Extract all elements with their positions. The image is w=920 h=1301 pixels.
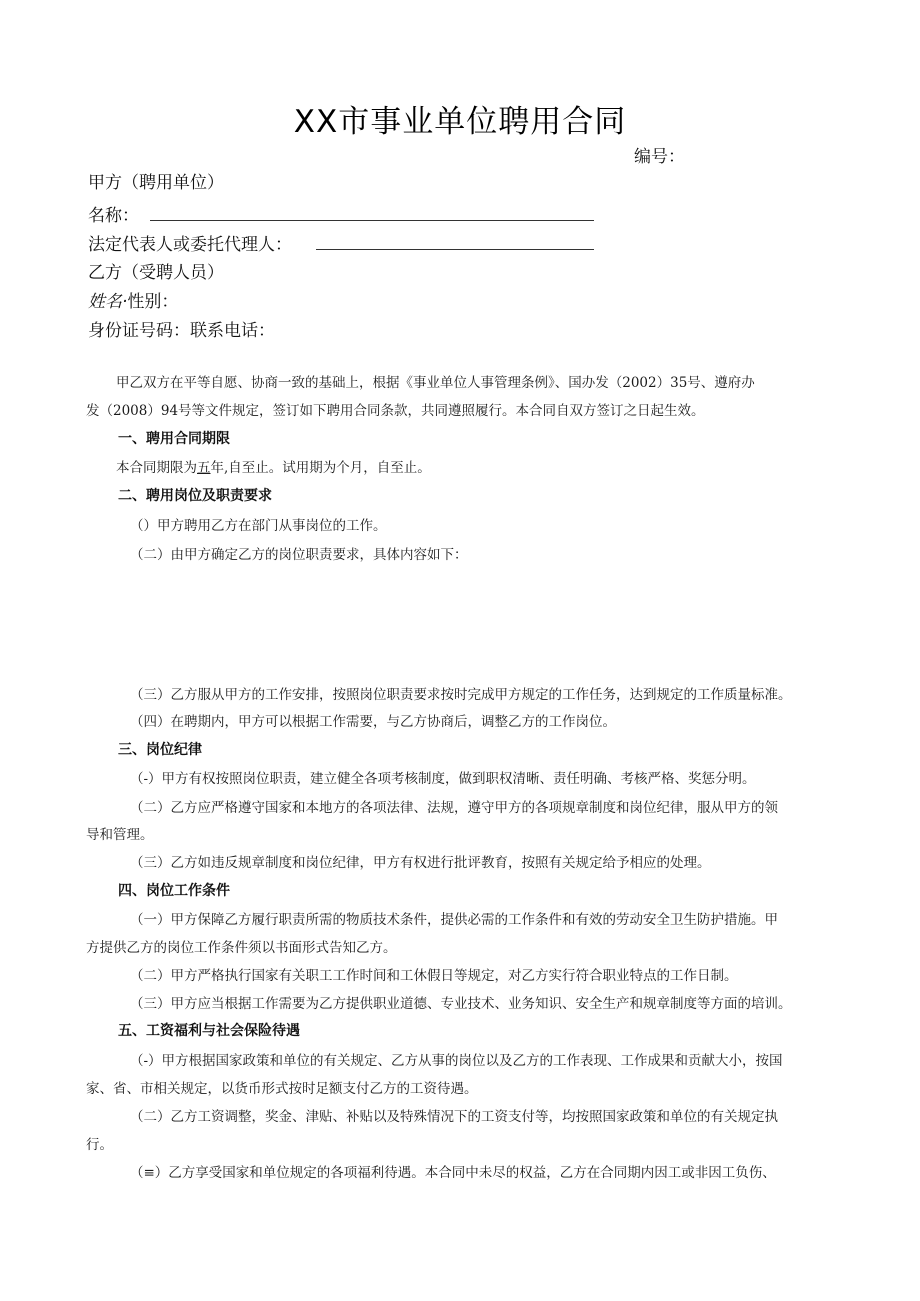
- section-4-heading: 四、岗位工作条件: [118, 883, 230, 899]
- section-1-heading: 一、聘用合同期限: [118, 431, 230, 447]
- section-4-item-2: （二）甲方严格执行国家有关职工工作时间和工休假日等规定，对乙方实行符合职业特点的工作日制。: [130, 968, 738, 984]
- section-2-item-2: （二）由甲方确定乙方的岗位职责要求，具体内容如下：: [130, 547, 468, 563]
- section-2-item-1: （）甲方聘用乙方在部门从事岗位的工作。: [130, 518, 387, 534]
- section-3-item-2-line-2: 导和管理。: [86, 827, 154, 843]
- party-a-heading: 甲方（聘用单位）: [88, 173, 224, 193]
- term-value: 五: [197, 460, 211, 476]
- term-text-before: 本合同期限为: [116, 460, 197, 476]
- name-label: 名称：: [88, 206, 139, 226]
- name-gender-prefix: 姓名: [88, 292, 122, 312]
- section-1-term-line: [116, 454, 876, 482]
- section-5-item-1-line-2: 家、省、市相关规定，以货币形式按时足额支付乙方的工资待遇。: [86, 1081, 478, 1097]
- section-2-item-3: （三）乙方服从甲方的工作安排，按照岗位职责要求按时完成甲方规定的工作任务，达到规定的工作质量标准。: [130, 687, 792, 703]
- legal-rep-blank-line[interactable]: [316, 249, 594, 250]
- section-2-item-4: （四）在聘期内，甲方可以根据工作需要，与乙方协商后，调整乙方的工作岗位。: [130, 714, 616, 730]
- legal-rep-label: 法定代表人或委托代理人：: [88, 235, 292, 255]
- section-5-heading: 五、工资福利与社会保险待遇: [118, 1023, 300, 1039]
- document-title: XX市事业单位聘用合同: [293, 104, 627, 140]
- name-blank-line[interactable]: [150, 220, 594, 221]
- preamble-line-1: 甲乙双方在平等自愿、协商一致的基础上，根据《事业单位人事管理条例》、国办发（2002）35号、遵府办: [116, 375, 755, 391]
- name-gender-mark: ·: [122, 292, 128, 312]
- preamble-line-2: 发（2008）94号等文件规定，签订如下聘用合同条款，共同遵照履行。本合同自双方签订之日起生效。: [86, 403, 705, 419]
- section-5-item-3: （≡）乙方享受国家和单位规定的各项福利待遇。本合同中未尽的权益，乙方在合同期内因工或非因工负伤、: [130, 1165, 776, 1181]
- section-5-item-2-line-1: （二）乙方工资调整，奖金、津贴、补贴以及特殊情况下的工资支付等，均按照国家政策和单位的有关规定执: [130, 1109, 778, 1125]
- section-4-item-3: （三）甲方应当根据工作需要为乙方提供职业道德、专业技术、业务知识、安全生产和规章制度等方面的培训。: [130, 996, 792, 1012]
- name-gender-line: [88, 290, 178, 314]
- section-3-item-1: （-）甲方有权按照岗位职责，建立健全各项考核制度，做到职权清晰、责任明确、考核严格、奖惩分明。: [130, 771, 756, 787]
- section-2-heading: 二、聘用岗位及职责要求: [118, 488, 272, 504]
- serial-number-label: 编号：: [634, 147, 685, 167]
- name-gender-suffix: 性别：: [127, 292, 179, 312]
- section-3-item-3: （三）乙方如违反规章制度和岗位纪律，甲方有权进行批评教育，按照有关规定给予相应的处理。: [130, 855, 711, 871]
- section-5-item-2-line-2: 行。: [86, 1137, 113, 1153]
- term-text-after: 年,自至止。试用期为个月，自至止。: [210, 460, 431, 476]
- id-phone-label: 身份证号码：联系电话：: [88, 321, 275, 341]
- section-4-item-1-line-2: 方提供乙方的岗位工作条件须以书面形式告知乙方。: [86, 940, 397, 956]
- section-3-item-2-line-1: （二）乙方应严格遵守国家和本地方的各项法律、法规，遵守甲方的各项规章制度和岗位纪律，服从甲方的领: [130, 800, 778, 816]
- party-b-heading: 乙方（受聘人员）: [88, 263, 224, 283]
- section-5-item-1-line-1: （-）甲方根据国家政策和单位的有关规定、乙方从事的岗位以及乙方的工作表现、工作成果和贡献大小，按国: [130, 1053, 783, 1069]
- section-4-item-1-line-1: （一）甲方保障乙方履行职责所需的物质技术条件，提供必需的工作条件和有效的劳动安全卫生防护措施。甲: [130, 912, 778, 928]
- section-3-heading: 三、岗位纪律: [118, 742, 202, 758]
